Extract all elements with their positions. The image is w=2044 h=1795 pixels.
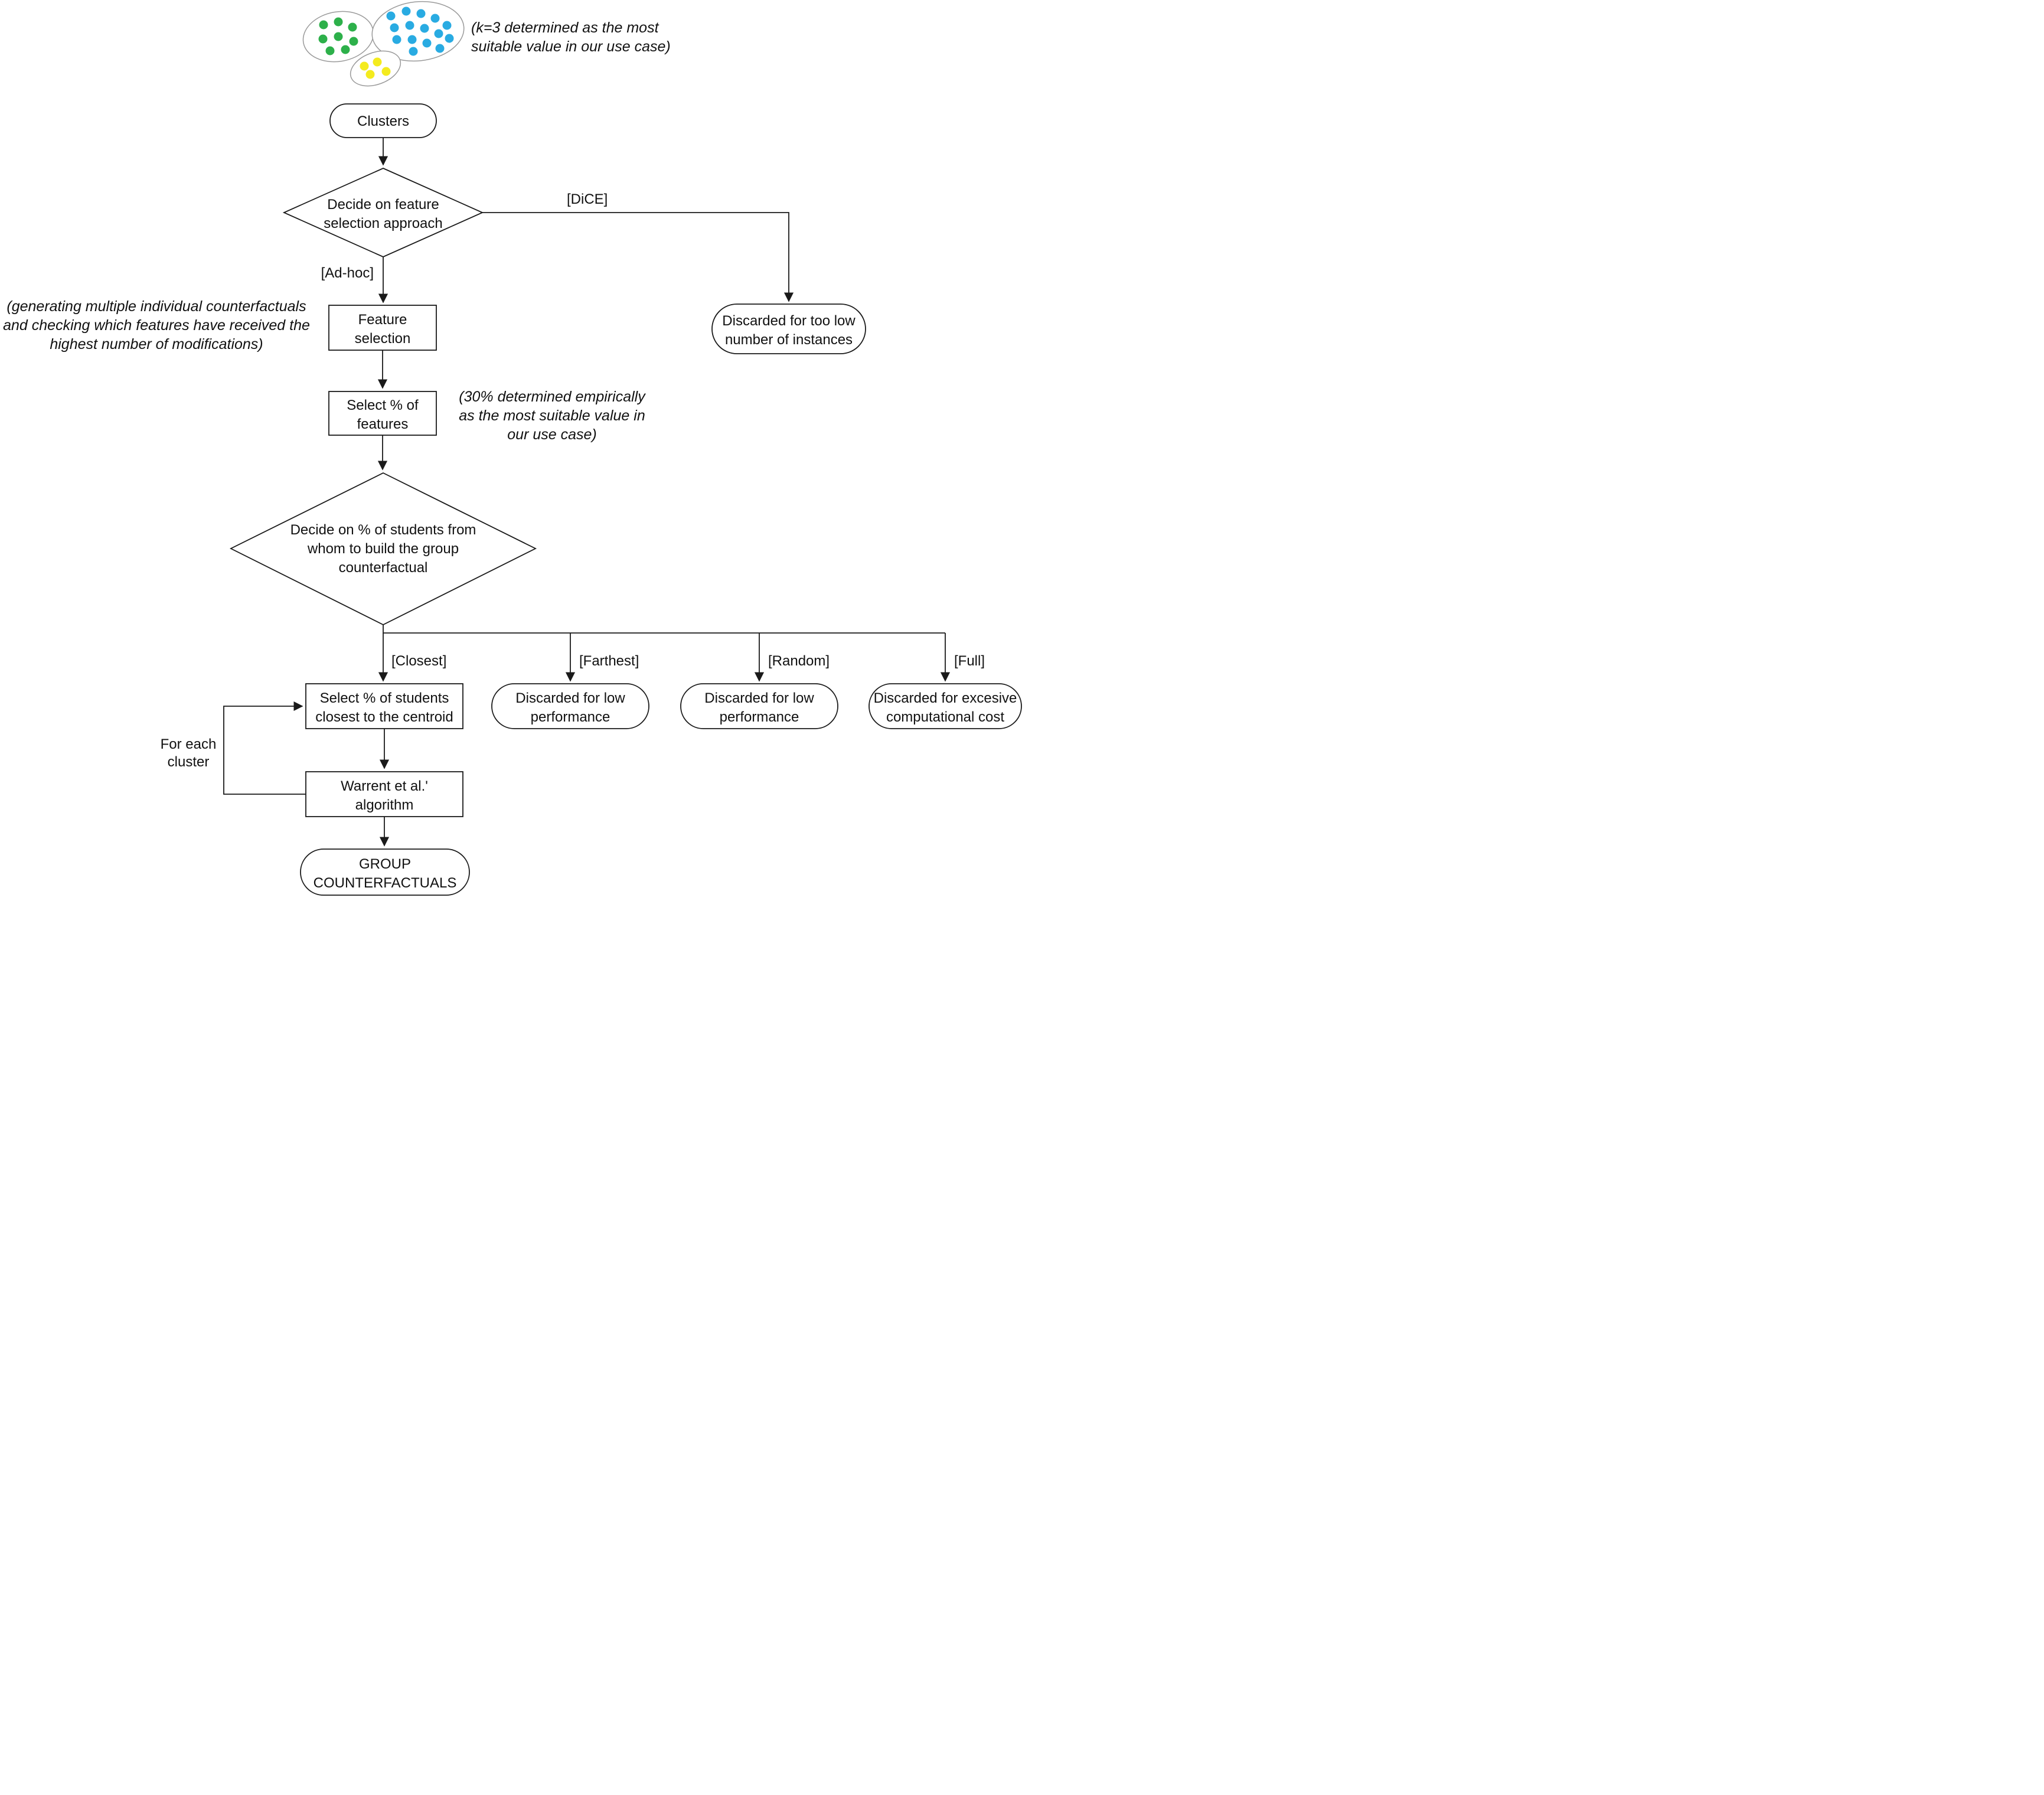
annotation-adhoc-line3: highest number of modifications) bbox=[50, 336, 263, 353]
annotation-pct-line3: our use case) bbox=[507, 426, 597, 443]
edge-label-random: [Random] bbox=[768, 653, 830, 669]
edge-distribution-line bbox=[383, 625, 945, 633]
node-warrent-algorithm-line1: Warrent et al.' bbox=[341, 778, 428, 794]
edges bbox=[224, 138, 945, 846]
flowchart-svg bbox=[0, 0, 1022, 898]
node-warrent-algorithm bbox=[306, 772, 463, 817]
node-discarded-low-1-line1: Discarded for low bbox=[515, 690, 625, 706]
node-discarded-cost-line1: Discarded for excesive bbox=[873, 690, 1017, 706]
annotation-adhoc-line2: and checking which features have received the bbox=[3, 317, 310, 334]
node-warrent-algorithm-line2: algorithm bbox=[355, 797, 414, 813]
node-discarded-instances-line1: Discarded for too low bbox=[722, 313, 856, 329]
node-group-counterfactuals-line2: COUNTERFACTUALS bbox=[313, 875, 457, 891]
edge-label-for-each-cluster bbox=[161, 736, 217, 770]
node-decide-feature-shape bbox=[284, 168, 482, 257]
node-discarded-low-2-line2: performance bbox=[719, 709, 799, 725]
node-clusters-label: Clusters bbox=[357, 113, 410, 129]
node-select-pct-features bbox=[329, 391, 436, 435]
node-discarded-low-2 bbox=[681, 684, 838, 729]
edge-label-full: [Full] bbox=[954, 653, 985, 669]
edge-dice-branch bbox=[482, 213, 789, 301]
edge-label-adhoc: [Ad-hoc] bbox=[321, 265, 374, 281]
edge-label-for-each-line1: For each bbox=[160, 736, 217, 752]
node-group-counterfactuals bbox=[301, 849, 469, 895]
edge-label-farthest: [Farthest] bbox=[579, 653, 639, 669]
node-select-students bbox=[306, 684, 463, 729]
edge-foreach-loop bbox=[224, 706, 306, 794]
node-feature-selection-line2: selection bbox=[354, 331, 411, 347]
annotation-k3 bbox=[471, 19, 671, 55]
flowchart-canvas bbox=[0, 0, 1022, 898]
node-discarded-cost-line2: computational cost bbox=[886, 709, 1005, 725]
node-clusters bbox=[330, 104, 436, 138]
node-select-students-line1: Select % of students bbox=[319, 690, 449, 706]
node-discarded-low-1-line2: performance bbox=[530, 709, 610, 725]
node-select-students-line2: closest to the centroid bbox=[315, 709, 453, 725]
node-select-pct-features-line1: Select % of bbox=[347, 397, 419, 413]
cluster-illustration bbox=[299, 0, 467, 92]
node-select-pct-features-line2: features bbox=[357, 416, 409, 432]
node-discarded-cost bbox=[869, 684, 1021, 729]
node-decide-feature bbox=[284, 168, 482, 257]
node-discarded-instances bbox=[712, 304, 866, 354]
edge-label-for-each-line2: cluster bbox=[167, 754, 210, 770]
annotation-k3-line2: suitable value in our use case) bbox=[471, 38, 671, 55]
annotation-adhoc bbox=[3, 298, 310, 353]
node-group-counterfactuals-line1: GROUP bbox=[358, 856, 412, 872]
node-decide-feature-line1: Decide on feature bbox=[327, 197, 439, 213]
annotation-pct bbox=[459, 389, 646, 443]
node-decide-students bbox=[231, 473, 536, 625]
annotation-pct-line1: (30% determined empirically bbox=[459, 389, 645, 405]
annotation-k3-line1: (k=3 determined as the most bbox=[471, 19, 659, 36]
node-discarded-instances-line2: number of instances bbox=[724, 332, 853, 348]
node-decide-students-line3: counterfactual bbox=[338, 560, 428, 576]
node-decide-students-line1: Decide on % of students from bbox=[290, 522, 476, 538]
node-decide-feature-line2: selection approach bbox=[324, 216, 443, 231]
node-feature-selection-line1: Feature bbox=[358, 312, 407, 328]
annotation-adhoc-line1: (generating multiple individual counterfactuals bbox=[6, 298, 306, 315]
node-discarded-low-2-line1: Discarded for low bbox=[704, 690, 814, 706]
node-discarded-low-1 bbox=[492, 684, 649, 729]
annotation-pct-line2: as the most suitable value in bbox=[459, 407, 645, 424]
edge-label-dice: [DiCE] bbox=[567, 191, 608, 207]
node-decide-students-line2: whom to build the group bbox=[307, 541, 459, 557]
edge-label-closest: [Closest] bbox=[391, 653, 447, 669]
node-feature-selection bbox=[329, 305, 436, 350]
